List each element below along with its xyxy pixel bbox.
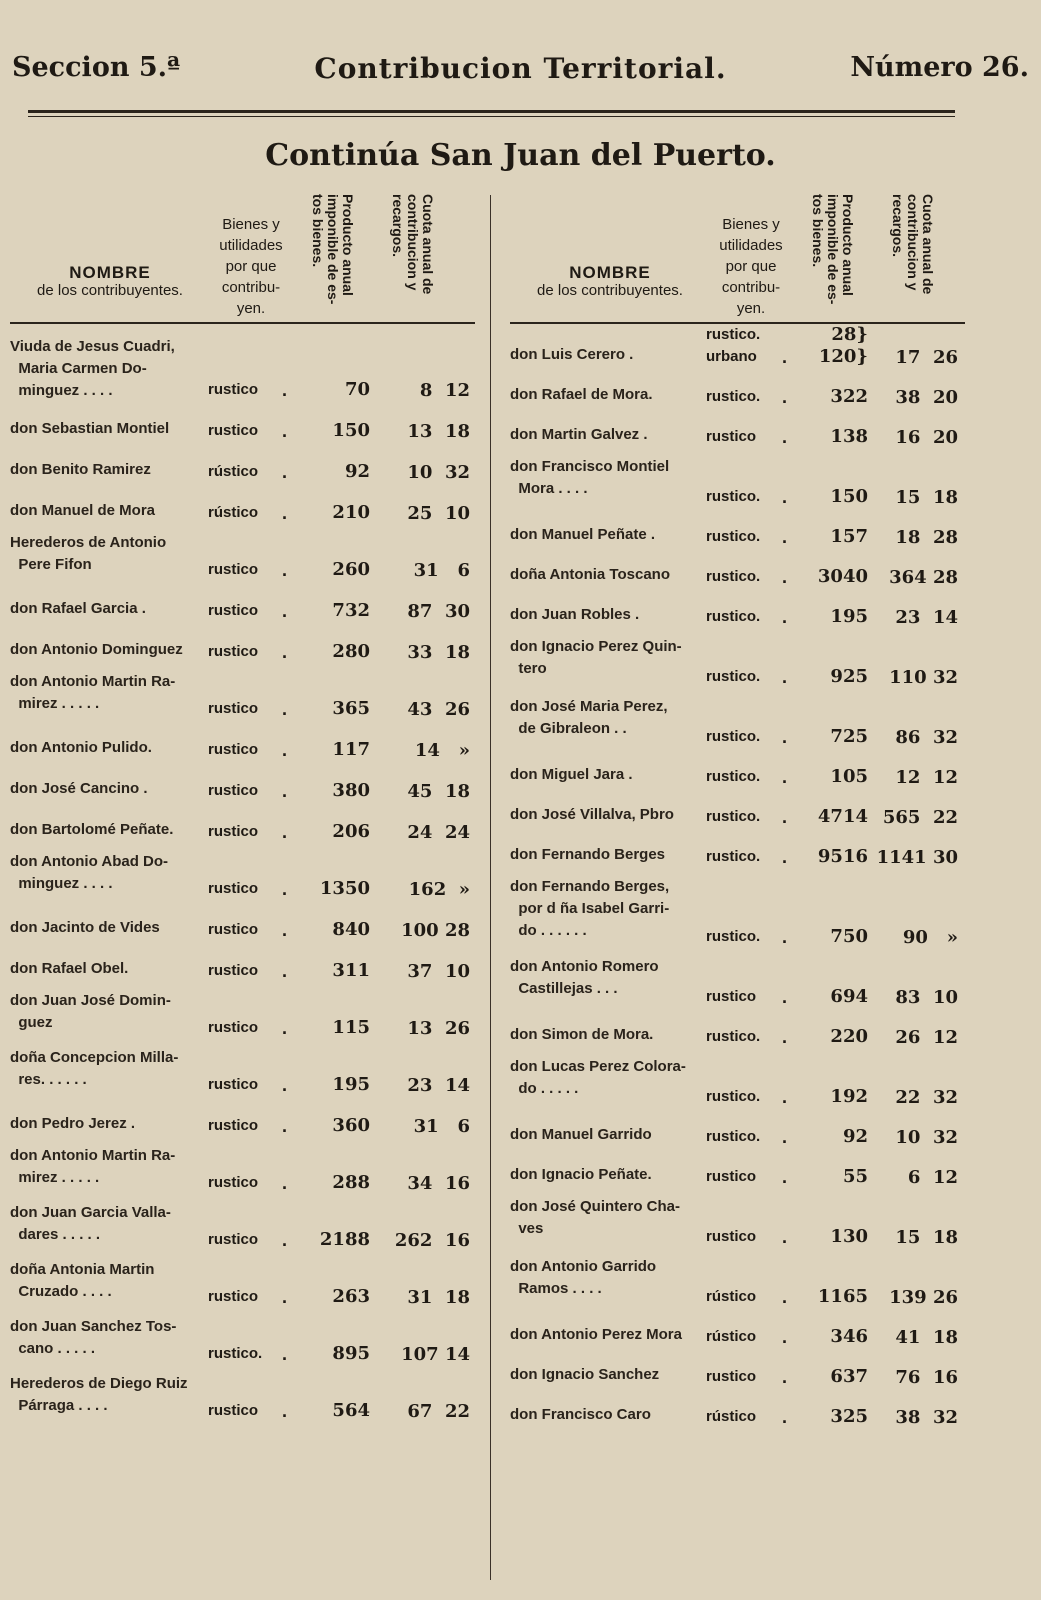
cuota-value: 67 22 <box>407 1401 470 1422</box>
contributor-name: Herederos de Diego Ruiz Párraga . . . . <box>10 1375 188 1414</box>
leader-dot: . <box>282 1287 288 1307</box>
header-underline <box>10 322 475 324</box>
producto-value: 150 <box>830 486 868 507</box>
table-row <box>510 1190 965 1250</box>
bienes-type: rustico. <box>706 488 761 505</box>
contributor-name: don José Villalva, Pbro <box>510 806 674 823</box>
producto-value: 750 <box>830 926 868 947</box>
bienes-type: rustico. <box>706 528 761 545</box>
contributor-name: don Manuel de Mora <box>10 502 156 519</box>
producto-value: 840 <box>332 919 370 940</box>
cuota-value: 26 12 <box>895 1027 958 1048</box>
bienes-type: rustico <box>706 988 757 1005</box>
leader-dot: . <box>282 1401 288 1421</box>
bienes-type: rústico <box>706 1408 757 1425</box>
cuota-value: 12 12 <box>895 767 958 788</box>
table-row <box>510 1390 965 1430</box>
producto-value: 732 <box>332 600 370 621</box>
producto-value: 117 <box>332 739 370 760</box>
contributor-name: doña Antonia Toscano <box>510 566 670 583</box>
contributor-name: don Ignacio Peñate. <box>510 1166 652 1183</box>
producto-value: 322 <box>830 386 868 407</box>
table-row <box>10 984 475 1041</box>
bienes-type: rustico <box>706 1168 757 1185</box>
bienes-type: rustico <box>208 823 259 840</box>
cuota-value: 16 20 <box>895 427 958 448</box>
table-row <box>510 1150 965 1190</box>
bienes-type: rustico <box>208 921 259 938</box>
bienes-type: rústico <box>208 463 259 480</box>
cuota-value: 15 18 <box>895 487 958 508</box>
bienes-type: rustico. <box>706 1028 761 1045</box>
bienes-type: rustico <box>208 602 259 619</box>
leader-dot: . <box>282 462 288 482</box>
contributor-name: don Sebastian Montiel <box>10 420 170 437</box>
table-row <box>10 665 475 722</box>
left-table-header <box>10 190 475 330</box>
table-row <box>10 624 475 665</box>
table-row <box>510 450 965 510</box>
bienes-type: rustico. <box>706 928 761 945</box>
table-row <box>510 510 965 550</box>
contributor-name: don Lucas Perez Colora- do . . . . . <box>510 1058 686 1097</box>
contributor-name: don Benito Ramirez <box>10 461 151 478</box>
column-divider <box>490 195 491 1580</box>
name-column-header <box>10 264 210 300</box>
contributor-name: Viuda de Jesus Cuadri, Maria Carmen Do- minguez . . . . <box>10 338 175 399</box>
bienes-type: rustico <box>208 1174 259 1191</box>
bienes-type: rustico. urbano <box>706 326 761 365</box>
header-title: Contribucion Territorial. <box>314 52 727 85</box>
producto-value: 220 <box>830 1026 868 1047</box>
producto-value: 365 <box>332 698 370 719</box>
cuota-value: 76 16 <box>895 1367 958 1388</box>
bienes-type: rustico <box>208 1231 259 1248</box>
producto-value: 1165 <box>817 1286 868 1307</box>
leader-dot: . <box>282 822 288 842</box>
cuota-value: 22 32 <box>895 1087 958 1108</box>
table-row <box>510 630 965 690</box>
producto-value: 311 <box>332 960 370 981</box>
table-row <box>10 1041 475 1098</box>
producto-value: 130 <box>830 1226 868 1247</box>
table-row <box>10 1139 475 1196</box>
cuota-value: 38 20 <box>895 387 958 408</box>
producto-value: 195 <box>830 606 868 627</box>
contributor-name: don Antonio Pulido. <box>10 739 152 756</box>
leader-dot: . <box>282 503 288 523</box>
table-row <box>510 690 965 750</box>
leader-dot: . <box>782 667 788 687</box>
table-row <box>10 444 475 485</box>
producto-value: 263 <box>332 1286 370 1307</box>
leader-dot: . <box>782 427 788 447</box>
producto-value: 346 <box>830 1326 868 1347</box>
contributor-name: don Antonio Abad Do- minguez . . . . <box>10 853 169 892</box>
bienes-type: rustico. <box>706 568 761 585</box>
leader-dot: . <box>282 879 288 899</box>
leader-dot: . <box>282 380 288 400</box>
cuota-value: 41 18 <box>895 1327 958 1348</box>
cuota-value: 38 32 <box>895 1407 958 1428</box>
contributor-name: don Jacinto de Vides <box>10 919 160 936</box>
cuota-value: 107 14 <box>401 1344 470 1365</box>
leader-dot: . <box>782 1087 788 1107</box>
producto-value: 92 <box>344 461 370 482</box>
bienes-type: rustico <box>208 1402 259 1419</box>
contributor-name: don Juan Robles . <box>510 606 640 623</box>
producto-value: 157 <box>830 526 868 547</box>
producto-value: 4714 <box>817 806 868 827</box>
producto-value: 195 <box>332 1074 370 1095</box>
table-row <box>10 845 475 902</box>
cuota-value: 87 30 <box>407 601 470 622</box>
leader-dot: . <box>782 1407 788 1427</box>
cuota-value: 86 32 <box>895 727 958 748</box>
producto-value: 105 <box>830 766 868 787</box>
contributor-name: don Rafael Obel. <box>10 960 129 977</box>
leader-dot: . <box>782 487 788 507</box>
bienes-type: rustico <box>208 782 259 799</box>
bienes-type: rustico <box>208 643 259 660</box>
cuota-value: 24 24 <box>407 822 470 843</box>
leader-dot: . <box>282 1075 288 1095</box>
contributor-name: don Manuel Garrido <box>510 1126 652 1143</box>
table-row <box>510 590 965 630</box>
producto-value: 637 <box>830 1366 868 1387</box>
table-row <box>10 1253 475 1310</box>
producto-value: 92 <box>842 1126 868 1147</box>
leader-dot: . <box>282 920 288 940</box>
contributor-name: don Miguel Jara . <box>510 766 633 783</box>
bienes-type: rustico <box>208 381 259 398</box>
leader-dot: . <box>282 601 288 621</box>
table-row <box>510 790 965 830</box>
producto-value: 288 <box>332 1172 370 1193</box>
cuota-value: 13 18 <box>407 421 470 442</box>
table-row <box>10 902 475 943</box>
contributor-name: don Francisco Montiel Mora . . . . <box>510 458 670 497</box>
table-row <box>510 950 965 1010</box>
page-title: Continúa San Juan del Puerto. <box>265 138 776 173</box>
leader-dot: . <box>282 1344 288 1364</box>
contributor-name: don Manuel Peñate . <box>510 526 656 543</box>
table-row <box>10 403 475 444</box>
bienes-type: rustico <box>706 1368 757 1385</box>
cuota-value: 25 10 <box>407 503 470 524</box>
table-row <box>510 830 965 870</box>
table-row <box>10 804 475 845</box>
contributor-name: don Pedro Jerez . <box>10 1115 136 1132</box>
contributor-name: don José Cancino . <box>10 780 148 797</box>
bienes-type: rustico. <box>706 388 761 405</box>
producto-value: 725 <box>830 726 868 747</box>
producto-value: 925 <box>830 666 868 687</box>
leader-dot: . <box>782 527 788 547</box>
table-row <box>510 370 965 410</box>
contributor-name: doña Concepcion Milla- res. . . . . . <box>10 1049 179 1088</box>
table-row <box>510 1050 965 1110</box>
producto-column-header: Producto anual imponible de es- tos bienes. <box>310 194 356 305</box>
bienes-type: rústico <box>208 504 259 521</box>
bienes-type: rustico. <box>706 808 761 825</box>
producto-value: 895 <box>332 1343 370 1364</box>
cuota-value: 23 14 <box>895 607 958 628</box>
contributor-name: don Simon de Mora. <box>510 1026 654 1043</box>
leader-dot: . <box>282 781 288 801</box>
leader-dot: . <box>282 1018 288 1038</box>
contributor-name: don Rafael Garcia . <box>10 600 146 617</box>
table-row <box>10 583 475 624</box>
bienes-type: rustico. <box>706 668 761 685</box>
contributor-name: don Antonio Martin Ra- mirez . . . . . <box>10 1147 176 1186</box>
cuota-value: 90 » <box>902 927 958 948</box>
table-row <box>10 722 475 763</box>
bienes-type: rustico <box>208 880 259 897</box>
leader-dot: . <box>782 847 788 867</box>
producto-value: 280 <box>332 641 370 662</box>
table-row <box>510 550 965 590</box>
producto-column-header: Producto anual imponible de es- tos bienes. <box>810 194 856 305</box>
producto-value: 2188 <box>319 1229 370 1250</box>
cuota-value: 100 28 <box>401 920 470 941</box>
bienes-column-header: Bienes y utilidades por que contribu- yen. <box>219 216 283 317</box>
contributor-name: don Bartolomé Peñate. <box>10 821 174 838</box>
right-table <box>510 190 965 1430</box>
cuota-value: 10 32 <box>407 462 470 483</box>
contributor-name: don Fernando Berges, por d ña Isabel Garri- do . . . . . . <box>510 878 670 939</box>
leader-dot: . <box>782 567 788 587</box>
cuota-column-header: Cuota anual de contribucion y recargos. <box>390 194 436 295</box>
cuota-value: 14 » <box>414 740 470 761</box>
producto-value: 115 <box>332 1017 370 1038</box>
contributor-name: don José Maria Perez, de Gibraleon . . <box>510 698 668 737</box>
name-column-header <box>510 264 710 300</box>
leader-dot: . <box>782 807 788 827</box>
bienes-type: rustico <box>208 741 259 758</box>
cuota-value: 37 10 <box>407 961 470 982</box>
producto-value: 564 <box>332 1400 370 1421</box>
contributor-name: Herederos de Antonio Pere Fifon <box>10 534 167 573</box>
table-row <box>510 1350 965 1390</box>
bienes-type: rustico <box>208 1019 259 1036</box>
contributor-name: don Rafael de Mora. <box>510 386 653 403</box>
table-row <box>510 750 965 790</box>
cuota-value: 13 26 <box>407 1018 470 1039</box>
leader-dot: . <box>782 1367 788 1387</box>
table-row <box>10 763 475 804</box>
cuota-value: 83 10 <box>895 987 958 1008</box>
contributor-name: don Antonio Romero Castillejas . . . <box>510 958 659 997</box>
name-column-subtitle: de los contribuyentes. <box>537 282 683 299</box>
contributor-name: don Ignacio Perez Quin- tero <box>510 638 682 677</box>
table-row <box>10 1196 475 1253</box>
cuota-value: 262 16 <box>394 1230 470 1251</box>
table-row <box>510 1110 965 1150</box>
cuota-value: 31 6 <box>413 1116 470 1137</box>
leader-dot: . <box>282 1230 288 1250</box>
cuota-value: 34 16 <box>407 1173 470 1194</box>
contributor-name: don Antonio Garrido Ramos . . . . <box>510 1258 657 1297</box>
table-row <box>10 1367 475 1424</box>
right-table-header <box>510 190 965 330</box>
producto-value: 9516 <box>817 846 868 867</box>
leader-dot: . <box>782 767 788 787</box>
producto-value: 150 <box>332 420 370 441</box>
cuota-value: 23 14 <box>407 1075 470 1096</box>
producto-value: 192 <box>830 1086 868 1107</box>
section-label: Seccion 5.ª <box>12 52 181 83</box>
table-row <box>510 870 965 950</box>
cuota-value: 10 32 <box>895 1127 958 1148</box>
contributor-name: don Antonio Dominguez <box>10 641 183 658</box>
bienes-type: rustico. <box>706 728 761 745</box>
page-number: Número 26. <box>850 52 1029 83</box>
cuota-value: 31 6 <box>413 560 470 581</box>
producto-value: 210 <box>332 502 370 523</box>
name-column-subtitle: de los contribuyentes. <box>37 282 183 299</box>
bienes-type: rustico. <box>706 1088 761 1105</box>
leader-dot: . <box>782 607 788 627</box>
bienes-type: rustico <box>208 700 259 717</box>
producto-value: 380 <box>332 780 370 801</box>
cuota-value: 17 26 <box>895 347 958 368</box>
leader-dot: . <box>282 560 288 580</box>
table-row <box>10 526 475 583</box>
leader-dot: . <box>282 421 288 441</box>
producto-value: 55 <box>842 1166 868 1187</box>
bienes-type: rustico <box>208 422 259 439</box>
bienes-type: rustico <box>208 1117 259 1134</box>
leader-dot: . <box>782 1327 788 1347</box>
cuota-value: 43 26 <box>407 699 470 720</box>
leader-dot: . <box>282 1173 288 1193</box>
leader-dot: . <box>782 1127 788 1147</box>
cuota-value: 6 12 <box>907 1167 958 1188</box>
table-row <box>510 1010 965 1050</box>
producto-value: 206 <box>332 821 370 842</box>
contributor-name: doña Antonia Martin Cruzado . . . . <box>10 1261 155 1300</box>
bienes-type: rustico. <box>706 848 761 865</box>
producto-value: 3040 <box>817 566 868 587</box>
cuota-value: 565 22 <box>882 807 958 828</box>
contributor-name: don Francisco Caro <box>510 1406 651 1423</box>
cuota-value: 139 26 <box>889 1287 958 1308</box>
leader-dot: . <box>782 927 788 947</box>
bienes-type: rustico <box>706 1228 757 1245</box>
producto-value: 28} 120} <box>818 324 868 367</box>
bienes-type: rústico <box>706 1328 757 1345</box>
right-table-body <box>510 324 965 1430</box>
leader-dot: . <box>282 699 288 719</box>
leader-dot: . <box>282 740 288 760</box>
contributor-name: don Juan José Domin- guez <box>10 992 171 1031</box>
cuota-value: 110 32 <box>889 667 958 688</box>
left-table-body <box>10 330 475 1424</box>
cuota-value: 45 18 <box>407 781 470 802</box>
cuota-value: 364 28 <box>889 567 958 588</box>
producto-value: 360 <box>332 1115 370 1136</box>
contributor-name: don José Quintero Cha- ves <box>510 1198 681 1237</box>
cuota-value: 1141 30 <box>876 847 958 868</box>
cuota-value: 15 18 <box>895 1227 958 1248</box>
contributor-name: don Martin Galvez . <box>510 426 648 443</box>
leader-dot: . <box>782 347 788 367</box>
producto-value: 694 <box>830 986 868 1007</box>
cuota-column-header: Cuota anual de contribucion y recargos. <box>890 194 936 295</box>
bienes-type: rustico. <box>706 608 761 625</box>
bienes-type: rustico <box>208 1076 259 1093</box>
table-row <box>10 1098 475 1139</box>
left-table <box>10 190 475 1424</box>
name-column-title: NOMBRE <box>569 263 651 282</box>
producto-value: 70 <box>344 379 370 400</box>
bienes-type: rustico <box>706 428 757 445</box>
header-rule-thin <box>28 116 955 117</box>
bienes-type: rustico <box>208 1288 259 1305</box>
table-row <box>10 485 475 526</box>
bienes-type: rustico <box>208 561 259 578</box>
contributor-name: don Luis Cerero . <box>510 346 634 363</box>
header-rule <box>28 110 955 113</box>
page-header <box>8 52 1033 96</box>
leader-dot: . <box>782 987 788 1007</box>
table-row <box>10 943 475 984</box>
table-row <box>510 324 965 370</box>
leader-dot: . <box>782 727 788 747</box>
contributor-name: don Ignacio Sanchez <box>510 1366 660 1383</box>
contributor-name: don Antonio Martin Ra- mirez . . . . . <box>10 673 176 712</box>
leader-dot: . <box>282 961 288 981</box>
cuota-value: 33 18 <box>407 642 470 663</box>
table-row <box>10 1310 475 1367</box>
producto-value: 325 <box>830 1406 868 1427</box>
bienes-column-header: Bienes y utilidades por que contribu- yen. <box>719 216 783 317</box>
leader-dot: . <box>782 1227 788 1247</box>
leader-dot: . <box>782 1027 788 1047</box>
producto-value: 260 <box>332 559 370 580</box>
bienes-type: rustico. <box>706 768 761 785</box>
producto-value: 138 <box>830 426 868 447</box>
producto-value: 1350 <box>319 878 370 899</box>
cuota-value: 162 » <box>408 879 470 900</box>
contributor-name: don Juan Garcia Valla- dares . . . . . <box>10 1204 171 1243</box>
table-row <box>510 1250 965 1310</box>
name-column-title: NOMBRE <box>69 263 151 282</box>
contributor-name: don Juan Sanchez Tos- cano . . . . . <box>10 1318 177 1357</box>
table-row <box>510 1310 965 1350</box>
bienes-type: rustico. <box>706 1128 761 1145</box>
table-row <box>510 410 965 450</box>
table-row <box>10 330 475 403</box>
leader-dot: . <box>782 1167 788 1187</box>
contributor-name: don Fernando Berges <box>510 846 666 863</box>
leader-dot: . <box>282 1116 288 1136</box>
cuota-value: 31 18 <box>407 1287 470 1308</box>
bienes-type: rústico <box>706 1288 757 1305</box>
leader-dot: . <box>782 387 788 407</box>
leader-dot: . <box>782 1287 788 1307</box>
contributor-name: don Antonio Perez Mora <box>510 1326 682 1343</box>
leader-dot: . <box>282 642 288 662</box>
cuota-value: 18 28 <box>895 527 958 548</box>
bienes-type: rustico. <box>208 1345 263 1362</box>
cuota-value: 8 12 <box>419 380 470 401</box>
bienes-type: rustico <box>208 962 259 979</box>
